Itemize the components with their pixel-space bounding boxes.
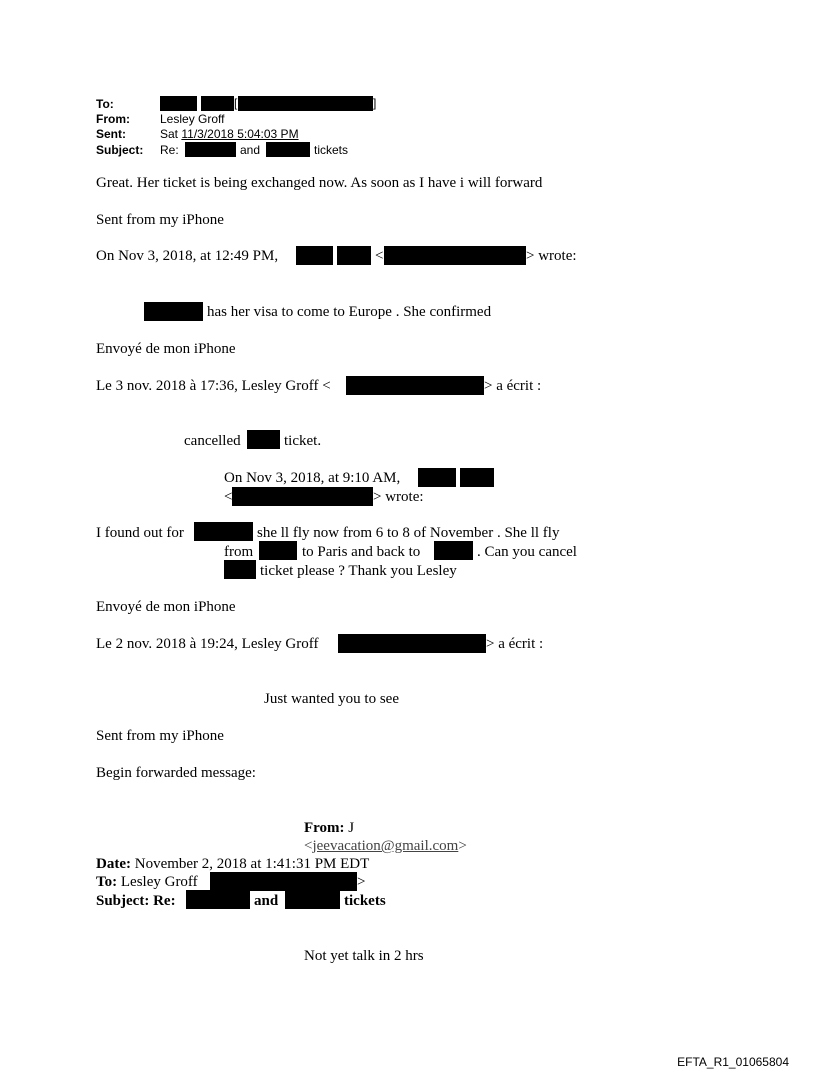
- document-id: EFTA_R1_01065804: [677, 1055, 789, 1069]
- redaction-box: [194, 522, 253, 541]
- subject-and: and: [240, 143, 261, 157]
- redaction-box: [201, 96, 234, 111]
- from-value: Lesley Groff: [160, 112, 225, 126]
- sent-from-iphone: Sent from my iPhone: [96, 212, 224, 228]
- to-label: To:: [96, 97, 114, 111]
- redaction-box: [247, 430, 280, 449]
- redaction-box: [285, 890, 340, 909]
- message-line: Great. Her ticket is being exchanged now. As soon as I have i will forward: [96, 175, 543, 191]
- quote-ecrit: > a écrit :: [484, 378, 542, 394]
- found-text: I found out for: [96, 525, 184, 541]
- fwd-from: [304, 819, 354, 837]
- fwd-message: Not yet talk in 2 hrs: [304, 948, 424, 964]
- visa-line: has her visa to come to Europe . She confirmed: [207, 304, 492, 320]
- quote-wrote: > wrote:: [373, 489, 424, 505]
- redaction-box: [460, 468, 494, 487]
- redaction-box: [259, 541, 297, 560]
- redaction-box: [232, 487, 373, 506]
- just-wanted-text: Just wanted you to see: [264, 691, 399, 707]
- bracket-open: [: [234, 96, 238, 110]
- fwd-email-line: [304, 837, 467, 855]
- redaction-box: [210, 872, 357, 891]
- quote-header: On Nov 3, 2018, at 12:49 PM,: [96, 248, 279, 264]
- fly-text: she ll fly now from 6 to 8 of November . She ll fly: [257, 525, 560, 541]
- envoye-de-mon-iphone: Envoyé de mon iPhone: [96, 341, 236, 357]
- redaction-box: [384, 246, 526, 265]
- redaction-box: [224, 560, 256, 579]
- sent-datetime: 11/3/2018 5:04:03 PM: [181, 127, 299, 141]
- ticket-please-text: ticket please ? Thank you Lesley: [260, 563, 457, 579]
- email-link[interactable]: jeevacation@gmail.com: [312, 838, 459, 854]
- fwd-date: [96, 855, 369, 873]
- fwd-to-label: To:: [96, 874, 118, 890]
- fwd-subject-and: and: [254, 893, 279, 909]
- fwd-subject-label: Subject: Re:: [96, 893, 176, 909]
- from-text: from: [224, 544, 254, 560]
- quote-header: On Nov 3, 2018, at 9:10 AM,: [224, 470, 401, 486]
- redaction-box: [296, 246, 333, 265]
- subject-re: Re:: [160, 143, 179, 157]
- fwd-to-gt: >: [357, 874, 366, 890]
- fwd-from-value: J: [348, 820, 355, 836]
- from-label: From:: [96, 112, 130, 126]
- quote-lt: <: [224, 489, 233, 505]
- redaction-box: [266, 142, 310, 157]
- envoye-de-mon-iphone: Envoyé de mon iPhone: [96, 599, 236, 615]
- redaction-box: [346, 376, 484, 395]
- fwd-date-label: Date:: [96, 856, 131, 872]
- quote-header: Le 3 nov. 2018 à 17:36, Lesley Groff <: [96, 378, 331, 394]
- ticket-text: ticket.: [284, 433, 322, 449]
- begin-forwarded: Begin forwarded message:: [96, 765, 256, 781]
- redaction-box: [160, 96, 197, 111]
- redaction-box: [144, 302, 203, 321]
- redaction-box: [434, 541, 473, 560]
- redaction-box: [338, 634, 486, 653]
- sent-label: Sent:: [96, 127, 126, 141]
- fwd-date-value: November 2, 2018 at 1:41:31 PM EDT: [134, 856, 370, 872]
- paris-text: to Paris and back to: [302, 544, 421, 560]
- quote-header: Le 2 nov. 2018 à 19:24, Lesley Groff: [96, 636, 319, 652]
- cancel-text: . Can you cancel: [477, 544, 577, 560]
- fwd-to-value: Lesley Groff: [120, 874, 198, 890]
- redaction-box: [418, 468, 456, 487]
- fwd-subject-tickets: tickets: [344, 893, 386, 909]
- sent-value: [160, 127, 299, 141]
- sent-day: Sat: [160, 127, 179, 141]
- quote-lt: <: [375, 248, 384, 264]
- fwd-email-gt: >: [458, 838, 467, 854]
- fwd-from-label: From:: [304, 820, 345, 836]
- quote-wrote: > wrote:: [526, 248, 577, 264]
- sent-from-iphone: Sent from my iPhone: [96, 728, 224, 744]
- subject-label: Subject:: [96, 143, 144, 157]
- redaction-box: [337, 246, 371, 265]
- redaction-box: [186, 890, 250, 909]
- subject-tickets: tickets: [314, 143, 349, 157]
- fwd-to: [96, 873, 198, 891]
- redaction-box: [185, 142, 236, 157]
- quote-ecrit: > a écrit :: [486, 636, 544, 652]
- cancelled-text: cancelled: [184, 433, 241, 449]
- fwd-email-lt: <: [304, 838, 313, 854]
- bracket-close: ]: [373, 96, 377, 110]
- redaction-box: [238, 96, 373, 111]
